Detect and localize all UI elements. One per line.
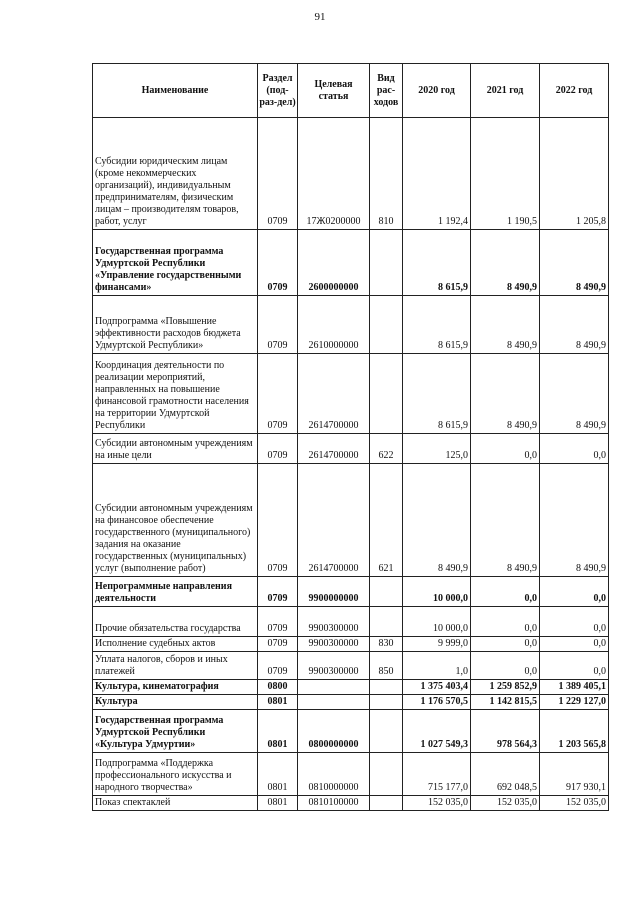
table-row xyxy=(93,118,609,230)
row-name: Координация деятельности по реализации мероприятий, направленных на повышение финансовой грамотности населения на территории Удмуртской Республики xyxy=(93,354,258,434)
row-value-2020: 10 000,0 xyxy=(403,607,471,637)
row-value-2021: 152 035,0 xyxy=(471,796,540,811)
row-value-2020: 8 615,9 xyxy=(403,354,471,434)
row-value-2020: 1 176 570,5 xyxy=(403,695,471,710)
row-name: Подпрограмма «Повышение эффективности расходов бюджета Удмуртской Республики» xyxy=(93,296,258,354)
row-value-2022: 1 205,8 xyxy=(540,118,609,230)
row-razdel: 0801 xyxy=(258,710,298,753)
row-value-2020: 8 490,9 xyxy=(403,464,471,577)
row-razdel: 0709 xyxy=(258,637,298,652)
row-statya: 9900000000 xyxy=(298,577,370,607)
row-value-2021: 1 142 815,5 xyxy=(471,695,540,710)
row-statya: 0800000000 xyxy=(298,710,370,753)
header-razdel: Раздел (под-раз-дел) xyxy=(258,64,298,118)
row-value-2021: 0,0 xyxy=(471,434,540,464)
row-value-2020: 1,0 xyxy=(403,652,471,680)
table-row xyxy=(93,464,609,577)
row-razdel: 0801 xyxy=(258,695,298,710)
row-value-2022: 8 490,9 xyxy=(540,296,609,354)
row-statya: 17Ж0200000 xyxy=(298,118,370,230)
row-value-2022: 0,0 xyxy=(540,434,609,464)
row-razdel: 0709 xyxy=(258,230,298,296)
row-name: Субсидии автономным учреждениям на иные цели xyxy=(93,434,258,464)
row-value-2020: 9 999,0 xyxy=(403,637,471,652)
row-name: Непрограммные направления деятельности xyxy=(93,577,258,607)
row-vid xyxy=(370,753,403,796)
row-vid: 830 xyxy=(370,637,403,652)
table-row xyxy=(93,710,609,753)
row-value-2022: 917 930,1 xyxy=(540,753,609,796)
row-statya: 2614700000 xyxy=(298,434,370,464)
table-row xyxy=(93,695,609,710)
row-statya xyxy=(298,680,370,695)
header-name: Наименование xyxy=(93,64,258,118)
row-value-2021: 0,0 xyxy=(471,637,540,652)
row-vid xyxy=(370,680,403,695)
row-razdel: 0709 xyxy=(258,434,298,464)
row-statya: 2614700000 xyxy=(298,464,370,577)
row-razdel: 0709 xyxy=(258,354,298,434)
row-value-2021: 8 490,9 xyxy=(471,354,540,434)
table-row xyxy=(93,680,609,695)
row-value-2022: 1 203 565,8 xyxy=(540,710,609,753)
row-statya: 0810100000 xyxy=(298,796,370,811)
header-2022: 2022 год xyxy=(540,64,609,118)
row-value-2021: 1 259 852,9 xyxy=(471,680,540,695)
budget-table xyxy=(92,63,609,811)
row-value-2022: 8 490,9 xyxy=(540,464,609,577)
row-name: Государственная программа Удмуртской Республики «Управление государственными финансами» xyxy=(93,230,258,296)
page-number: 91 xyxy=(314,11,326,23)
row-name: Исполнение судебных актов xyxy=(93,637,258,652)
row-vid: 622 xyxy=(370,434,403,464)
row-razdel: 0800 xyxy=(258,680,298,695)
row-name: Культура, кинематография xyxy=(93,680,258,695)
row-name: Уплата налогов, сборов и иных платежей xyxy=(93,652,258,680)
row-razdel: 0709 xyxy=(258,118,298,230)
table-row xyxy=(93,652,609,680)
row-razdel: 0801 xyxy=(258,753,298,796)
row-value-2022: 1 389 405,1 xyxy=(540,680,609,695)
row-value-2020: 8 615,9 xyxy=(403,230,471,296)
row-vid xyxy=(370,607,403,637)
table-row xyxy=(93,753,609,796)
row-name: Культура xyxy=(93,695,258,710)
row-statya: 2610000000 xyxy=(298,296,370,354)
table-header-row xyxy=(93,64,609,118)
row-name: Субсидии юридическим лицам (кроме некоммерческих организаций), индивидуальным предпринимателям, физическим лицам – производителям товаров, работ, услуг xyxy=(93,118,258,230)
row-razdel: 0709 xyxy=(258,652,298,680)
row-vid: 621 xyxy=(370,464,403,577)
row-vid xyxy=(370,796,403,811)
row-statya: 2614700000 xyxy=(298,354,370,434)
row-razdel: 0709 xyxy=(258,464,298,577)
row-statya: 9900300000 xyxy=(298,652,370,680)
row-vid: 850 xyxy=(370,652,403,680)
row-vid xyxy=(370,695,403,710)
table-row xyxy=(93,637,609,652)
row-vid: 810 xyxy=(370,118,403,230)
table-row xyxy=(93,354,609,434)
row-razdel: 0709 xyxy=(258,577,298,607)
row-value-2020: 152 035,0 xyxy=(403,796,471,811)
row-value-2022: 8 490,9 xyxy=(540,354,609,434)
table-row xyxy=(93,577,609,607)
row-value-2021: 692 048,5 xyxy=(471,753,540,796)
header-statya: Целевая статья xyxy=(298,64,370,118)
row-value-2021: 0,0 xyxy=(471,607,540,637)
row-vid xyxy=(370,354,403,434)
row-statya: 0810000000 xyxy=(298,753,370,796)
table-row xyxy=(93,607,609,637)
row-name: Субсидии автономным учреждениям на финансовое обеспечение государственного (муниципального) задания на оказание государственных (муниципальных) услуг (выполнение работ) xyxy=(93,464,258,577)
row-value-2021: 8 490,9 xyxy=(471,296,540,354)
header-2021: 2021 год xyxy=(471,64,540,118)
row-statya: 9900300000 xyxy=(298,607,370,637)
row-value-2022: 0,0 xyxy=(540,637,609,652)
row-value-2021: 8 490,9 xyxy=(471,230,540,296)
row-value-2022: 1 229 127,0 xyxy=(540,695,609,710)
row-value-2022: 8 490,9 xyxy=(540,230,609,296)
row-value-2022: 0,0 xyxy=(540,652,609,680)
row-statya: 2600000000 xyxy=(298,230,370,296)
table-row xyxy=(93,230,609,296)
row-value-2021: 978 564,3 xyxy=(471,710,540,753)
row-value-2021: 1 190,5 xyxy=(471,118,540,230)
row-value-2021: 0,0 xyxy=(471,577,540,607)
header-vid: Вид рас-ходов xyxy=(370,64,403,118)
row-vid xyxy=(370,296,403,354)
row-name: Прочие обязательства государства xyxy=(93,607,258,637)
row-value-2020: 1 192,4 xyxy=(403,118,471,230)
row-statya: 9900300000 xyxy=(298,637,370,652)
row-value-2020: 1 027 549,3 xyxy=(403,710,471,753)
row-name: Показ спектаклей xyxy=(93,796,258,811)
row-value-2020: 10 000,0 xyxy=(403,577,471,607)
row-statya xyxy=(298,695,370,710)
row-razdel: 0801 xyxy=(258,796,298,811)
table-row xyxy=(93,296,609,354)
table-body xyxy=(93,118,609,811)
row-value-2022: 152 035,0 xyxy=(540,796,609,811)
row-value-2021: 0,0 xyxy=(471,652,540,680)
row-vid xyxy=(370,577,403,607)
row-name: Государственная программа Удмуртской Республики «Культура Удмуртии» xyxy=(93,710,258,753)
row-value-2020: 8 615,9 xyxy=(403,296,471,354)
header-2020: 2020 год xyxy=(403,64,471,118)
row-value-2020: 125,0 xyxy=(403,434,471,464)
row-vid xyxy=(370,710,403,753)
row-vid xyxy=(370,230,403,296)
row-name: Подпрограмма «Поддержка профессионального искусства и народного творчества» xyxy=(93,753,258,796)
row-razdel: 0709 xyxy=(258,607,298,637)
row-value-2022: 0,0 xyxy=(540,607,609,637)
row-value-2020: 715 177,0 xyxy=(403,753,471,796)
row-razdel: 0709 xyxy=(258,296,298,354)
table-row xyxy=(93,796,609,811)
row-value-2021: 8 490,9 xyxy=(471,464,540,577)
table-row xyxy=(93,434,609,464)
row-value-2020: 1 375 403,4 xyxy=(403,680,471,695)
row-value-2022: 0,0 xyxy=(540,577,609,607)
